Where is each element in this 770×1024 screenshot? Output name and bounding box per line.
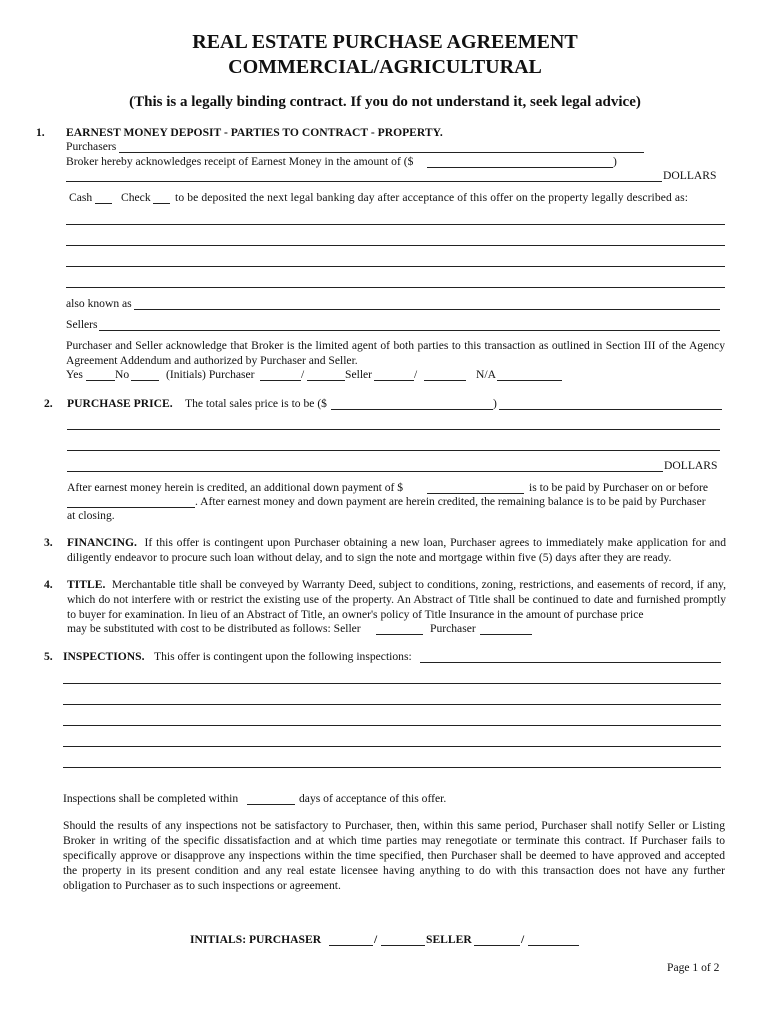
inspections-line-2[interactable] xyxy=(63,683,721,684)
title-cost-seller-field[interactable] xyxy=(376,634,423,635)
agency-purchaser-initial-2[interactable] xyxy=(307,380,345,381)
cash-checkbox-line[interactable] xyxy=(95,203,112,204)
section-4-number: 4. xyxy=(44,578,53,591)
agency-seller-initial-2[interactable] xyxy=(424,380,466,381)
purchasers-label: Purchasers xyxy=(66,140,117,153)
agency-purchaser-initial-1[interactable] xyxy=(260,380,301,381)
down-payment-due-label: is to be paid by Purchaser on or before xyxy=(529,481,709,494)
deposit-description: to be deposited the next legal banking day after acceptance of this offer on the property legally described as: xyxy=(175,191,689,204)
down-payment-label: After earnest money herein is credited, an additional down payment of $ xyxy=(67,481,404,494)
also-known-as-field[interactable] xyxy=(134,309,720,310)
also-known-as-label: also known as xyxy=(66,297,132,310)
agency-seller-initial-1[interactable] xyxy=(374,380,414,381)
agency-no-field[interactable] xyxy=(131,380,159,381)
section-2-number: 2. xyxy=(44,397,53,410)
section-1-heading: EARNEST MONEY DEPOSIT - PARTIES TO CONTRACT - PROPERTY. xyxy=(66,126,443,139)
sales-price-words-field[interactable] xyxy=(67,471,663,472)
sales-price-extra-field[interactable] xyxy=(499,409,722,410)
legal-description-line-1[interactable] xyxy=(66,224,725,225)
inspection-results-paragraph: Should the results of any inspections not be satisfactory to Purchaser, then, within this same period, Purchaser shall notify Seller or Listing Broker in writing of the specific dissatisfaction and at which time parties may renegotiate or terminate this contract. If Purchaser fails to specifically approve or disapprove any inspections within the time specified, then Purchaser shall be deemed to have approved and accepted the property in its present condition and any real estate licensee having anything to do with this transaction does not have any further obligation to Purchaser as to such inspections or agreement. xyxy=(63,819,725,892)
agency-initials-slash-2: / xyxy=(414,368,418,381)
section-3-heading: FINANCING. xyxy=(67,536,137,549)
earnest-money-amount-field[interactable] xyxy=(427,167,613,168)
footer-initials-slash-1: / xyxy=(374,933,378,946)
document-title-line1: REAL ESTATE PURCHASE AGREEMENT xyxy=(192,31,578,53)
legal-description-line-4[interactable] xyxy=(66,287,725,288)
inspections-line-6[interactable] xyxy=(63,767,721,768)
balance-text: . After earnest money and down payment are herein credited, the remaining balance is to be paid by Purchaser xyxy=(195,495,706,508)
agency-na-label: N/A xyxy=(476,368,496,381)
inspection-period-label: Inspections shall be completed within xyxy=(63,792,239,805)
agency-initials-slash-1: / xyxy=(301,368,305,381)
sellers-label: Sellers xyxy=(66,318,98,331)
section-5-heading: INSPECTIONS. xyxy=(63,650,145,663)
title-cost-label: may be substituted with cost to be distributed as follows: Seller xyxy=(67,622,361,635)
footer-purchaser-initial-2[interactable] xyxy=(381,945,425,946)
document-title-line2: COMMERCIAL/AGRICULTURAL xyxy=(228,56,542,78)
section-1-number: 1. xyxy=(36,126,45,139)
sales-price-label: The total sales price is to be ($ xyxy=(185,397,327,410)
sellers-field[interactable] xyxy=(99,330,720,331)
legal-description-line-2[interactable] xyxy=(66,245,725,246)
sales-price-line-3[interactable] xyxy=(67,450,720,451)
dollars-label-2: DOLLARS xyxy=(664,459,718,472)
legal-notice: (This is a legally binding contract. If you do not understand it, seek legal advice) xyxy=(129,94,641,110)
broker-receipt-close: ) xyxy=(613,155,617,168)
title-cost-purchaser-label: Purchaser xyxy=(430,622,476,635)
cash-label: Cash xyxy=(69,191,93,204)
agency-acknowledgement: Purchaser and Seller acknowledge that Broker is the limited agent of both parties to this transaction as outlined in Section III of the Agency Agreement Addendum and authorized by Purchaser and Seller. xyxy=(66,339,725,367)
inspections-label: This offer is contingent upon the following inspections: xyxy=(154,650,412,663)
section-5-number: 5. xyxy=(44,650,53,663)
check-checkbox-line[interactable] xyxy=(153,203,170,204)
footer-initials-seller-label: SELLER xyxy=(426,933,472,946)
down-payment-date-field[interactable] xyxy=(67,507,195,508)
financing-text: If this offer is contingent upon Purchaser obtaining a new loan, Purchaser agrees to immediately make application for and diligently endeavor to procure such loan without delay, and to sign the note and mortgage within five (5) days after they are ready. xyxy=(67,536,727,564)
initials-purchaser-label: (Initials) Purchaser xyxy=(166,368,255,381)
legal-description-line-3[interactable] xyxy=(66,266,725,267)
sales-price-line-2[interactable] xyxy=(67,429,720,430)
footer-initials-purchaser-label: INITIALS: PURCHASER xyxy=(190,933,322,946)
section-3-number: 3. xyxy=(44,536,53,549)
financing-paragraph xyxy=(67,535,726,565)
section-2-heading: PURCHASE PRICE. xyxy=(67,397,173,410)
agency-seller-label: Seller xyxy=(345,368,373,381)
inspection-period-suffix: days of acceptance of this offer. xyxy=(299,792,447,805)
agency-no-label: No xyxy=(115,368,130,381)
agency-yes-field[interactable] xyxy=(86,380,115,381)
at-closing-text: at closing. xyxy=(67,509,115,522)
title-cost-purchaser-field[interactable] xyxy=(480,634,532,635)
inspections-line-5[interactable] xyxy=(63,746,721,747)
page-number: Page 1 of 2 xyxy=(667,961,720,974)
check-label: Check xyxy=(121,191,151,204)
inspections-field-1[interactable] xyxy=(420,662,721,663)
inspections-line-4[interactable] xyxy=(63,725,721,726)
down-payment-amount-field[interactable] xyxy=(427,493,524,494)
footer-purchaser-initial-1[interactable] xyxy=(329,945,373,946)
agency-na-field[interactable] xyxy=(497,380,562,381)
sales-price-amount-field[interactable] xyxy=(331,409,493,410)
sales-price-close: ) xyxy=(493,397,497,410)
footer-seller-initial-2[interactable] xyxy=(528,945,579,946)
inspections-line-3[interactable] xyxy=(63,704,721,705)
section-4-heading: TITLE. xyxy=(67,578,106,591)
footer-initials-slash-2: / xyxy=(521,933,525,946)
footer-seller-initial-1[interactable] xyxy=(474,945,520,946)
broker-receipt-label: Broker hereby acknowledges receipt of Earnest Money in the amount of ($ xyxy=(66,155,414,168)
earnest-money-words-field[interactable] xyxy=(66,181,662,182)
inspection-days-field[interactable] xyxy=(247,804,295,805)
dollars-label-1: DOLLARS xyxy=(663,169,717,182)
title-text: Merchantable title shall be conveyed by Warranty Deed, subject to conditions, zoning, restrictions, and easements of record, if any, which do not interfere with or restrict the existing use of the property. An Abstract of Title shall be continued to date and furnished promptly to buyer for examination. In lieu of an Abstract of Title, an owner's policy of Title Insurance in the amount of purchase price xyxy=(67,578,726,621)
purchasers-field[interactable] xyxy=(119,152,644,153)
agency-yes-label: Yes xyxy=(66,368,83,381)
title-paragraph xyxy=(67,577,726,622)
